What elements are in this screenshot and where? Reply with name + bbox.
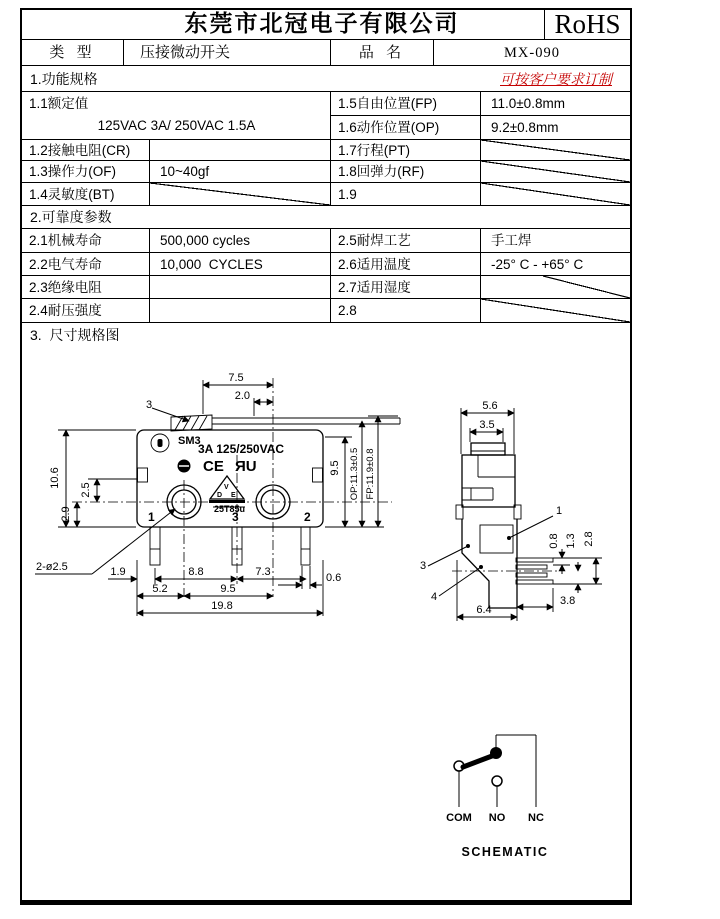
sensitivity-empty-cell — [150, 183, 331, 206]
product-name-value: MX-090 — [434, 40, 630, 66]
type-label: 类 型 — [22, 40, 124, 66]
dim-1-3: 1.3 — [565, 533, 577, 549]
switch-lever-symbol — [463, 756, 492, 767]
dimension-drawing — [22, 347, 630, 900]
dim-3-5: 3.5 — [479, 419, 495, 431]
humidity-empty-space — [543, 276, 630, 298]
operating-position-value: 9.2±0.8mm — [481, 116, 630, 140]
dim-lever-2-0: 2.0 — [234, 390, 250, 402]
row19-empty-cell — [481, 183, 630, 206]
dim-5-6: 5.6 — [482, 400, 498, 412]
solder-process-value: 手工焊 — [481, 229, 630, 253]
side-body-upper — [462, 455, 515, 507]
dim-3-8: 3.8 — [560, 595, 576, 607]
ul-recognized-mark: ЯU — [235, 458, 257, 475]
product-name-label: 品 名 — [331, 40, 434, 66]
dim-5-2: 5.2 — [152, 583, 168, 595]
release-force-empty-cell — [481, 161, 630, 183]
marking-rating: 3A 125/250VAC — [198, 442, 285, 456]
vde-letter-e: E — [231, 492, 236, 499]
rated-value-cell — [22, 92, 331, 140]
section1-title: 1.功能规格 — [30, 71, 98, 87]
mold-mark-icon — [151, 434, 169, 452]
dielectric-strength-label: 2.4耐压强度 — [22, 299, 150, 323]
row19-label: 1.9 — [331, 183, 481, 206]
vde-code: 25T85u — [214, 504, 246, 514]
side-ref-1: 1 — [556, 505, 563, 517]
release-force-label: 1.8回弹力(RF) — [331, 161, 481, 183]
dim-0-8: 0.8 — [548, 533, 560, 549]
temperature-range-value: -25° C - +65° C — [481, 253, 630, 276]
electrical-life-value: 10,000 CYCLES — [150, 253, 331, 276]
marking-model: SM3 — [178, 435, 201, 447]
nc-contact — [490, 747, 502, 759]
type-value: 压接微动开关 — [124, 40, 331, 66]
dim-8-8: 8.8 — [188, 566, 204, 578]
side-body-lower — [462, 519, 517, 608]
no-label: NO — [488, 812, 506, 824]
company-name: 东莞市北冠电子有限公司 — [22, 10, 545, 40]
operating-force-label: 1.3操作力(OF) — [22, 161, 150, 183]
mechanical-life-value: 500,000 cycles — [150, 229, 331, 253]
right-notch — [313, 468, 323, 482]
vde-letter-v: V — [224, 484, 229, 491]
contact-resistance-cell — [150, 140, 331, 161]
hole-diameter-note: 2-ø2.5 — [36, 561, 68, 573]
document-frame — [20, 8, 632, 905]
pretravel-label: 1.7行程(PT) — [331, 140, 481, 161]
sensitivity-label: 1.4灵敏度(BT) — [22, 183, 150, 206]
plunger-button — [471, 443, 505, 455]
no-contact — [492, 776, 502, 786]
dim-2-5: 2.5 — [80, 482, 92, 498]
dim-6-4: 6.4 — [476, 604, 492, 616]
side-ref-4: 4 — [431, 591, 438, 603]
vde-letter-d: D — [217, 492, 223, 499]
dim-9-5: 9.5 — [220, 583, 236, 595]
temperature-range-label: 2.6适用温度 — [331, 253, 481, 276]
pretravel-empty-cell — [481, 140, 630, 161]
side-ref-3: 3 — [420, 560, 427, 572]
dim-2-9: 2.9 — [60, 506, 72, 522]
rohs-mark: RoHS — [545, 10, 630, 40]
dim-1-9: 1.9 — [110, 566, 126, 578]
rated-value-label: 1.1额定值 — [29, 96, 89, 111]
dim-op-position: OP:11.3±0.5 — [349, 447, 360, 501]
customization-note: 可按客户要求订制 — [500, 71, 612, 87]
ref-label-3: 3 — [146, 399, 153, 411]
vde-mark-icon — [209, 476, 245, 514]
dim-2-8: 2.8 — [583, 531, 595, 547]
free-position-value: 11.0±0.8mm — [481, 92, 630, 116]
dielectric-strength-cell — [150, 299, 331, 323]
section1-row — [22, 66, 630, 92]
insulation-resistance-cell — [150, 276, 331, 299]
row28-empty-cell — [481, 299, 630, 323]
pin1-number: 1 — [148, 510, 155, 524]
dim-fp-position: FP:11.9±0.8 — [365, 448, 376, 500]
row28-label: 2.8 — [331, 299, 481, 323]
dim-lever-7-5: 7.5 — [228, 372, 244, 384]
operating-position-label: 1.6动作位置(OP) — [331, 116, 481, 140]
side-view — [420, 400, 602, 621]
humidity-range-label: 2.7适用湿度 — [331, 276, 481, 299]
dim-7-3: 7.3 — [255, 566, 271, 578]
rated-value: 125VAC 3A/ 250VAC 1.5A — [97, 118, 256, 133]
left-notch — [138, 468, 148, 482]
humidity-range-cell — [481, 276, 630, 299]
insulation-resistance-label: 2.3绝缘电阻 — [22, 276, 150, 299]
section3-title: 3. 尺寸规格图 — [30, 327, 120, 343]
section2-title: 2.可靠度参数 — [22, 206, 630, 229]
dim-19-8: 19.8 — [211, 600, 233, 612]
dim-9-5-height: 9.5 — [329, 460, 341, 476]
lever — [171, 415, 400, 431]
dim-0-6: 0.6 — [326, 572, 342, 584]
mechanical-life-label: 2.1机械寿命 — [22, 229, 150, 253]
com-label: COM — [446, 812, 472, 824]
operating-force-value: 10~40gf — [150, 161, 331, 183]
schematic — [446, 735, 548, 859]
cert-mark-icon — [178, 460, 191, 473]
terminal-pins — [150, 527, 310, 565]
dim-height-10-6: 10.6 — [49, 467, 61, 489]
nc-label: NC — [528, 812, 544, 824]
solder-process-label: 2.5耐焊工艺 — [331, 229, 481, 253]
ce-mark: CE — [203, 458, 224, 475]
front-view — [35, 372, 400, 616]
schematic-title: SCHEMATIC — [461, 845, 549, 859]
pin3-number: 3 — [232, 510, 239, 524]
pin2-number: 2 — [304, 510, 311, 524]
electrical-life-label: 2.2电气寿命 — [22, 253, 150, 276]
contact-resistance-label: 1.2接触电阻(CR) — [22, 140, 150, 161]
free-position-label: 1.5自由位置(FP) — [331, 92, 481, 116]
